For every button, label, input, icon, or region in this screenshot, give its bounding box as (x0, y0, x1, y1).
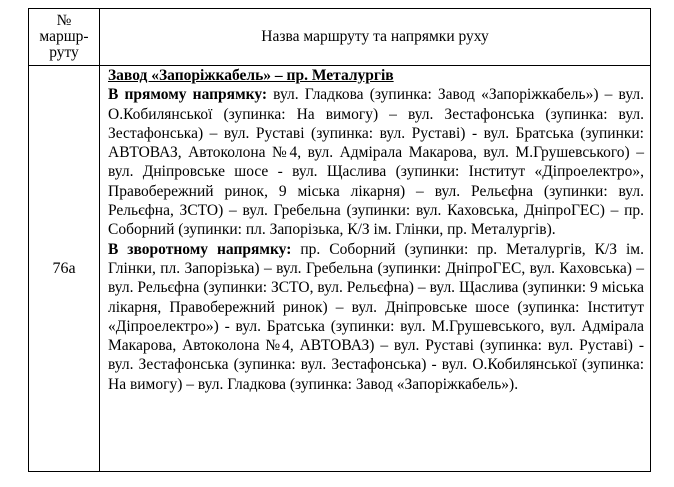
forward-direction-text: вул. Гладкова (зупинка: Завод «Запоріжкабель») – вул. О.Кобилянської (зупинка: На вимогу) – вул. Зестафонська (зупинка: вул. Зестафонська) – вул. Руставі (зупинка: вул. Руставі) - вул. Братська (зупинки: АВТОВАЗ, Автоколона №4, вул. Адмірала Макарова, вул. М.Грушевського) – вул. Дніпровське шосе - вул. Щаслива (зупинки: Інститут «Діпроелектро», Правобережний ринок, 9 міська лікарня) – вул. Рельєфна (зупинки: вул. Рельєфна, ЗСТО) – вул. Гребельна (зупинки: вул. Каховська, ДніпроГЕС) – пр. Соборний (зупинки: пл. Запорізька, К/З ім. Глінки, пр. Металургів). (108, 86, 645, 239)
reverse-direction-label: В зворотному напрямку: (108, 240, 292, 258)
forward-direction-label: В прямому напрямку: (108, 86, 268, 104)
route-number-cell: 76а (29, 66, 100, 472)
header-route-number-line: маршр- (39, 28, 89, 45)
route-title: Завод «Запоріжкабель» – пр. Металургів (108, 67, 394, 84)
reverse-direction-text: пр. Соборний (зупинки: пр. Металургів, К/З ім. Глінки, пл. Запорізька) – вул. Гребельна (зупинки: ДніпроГЕС, вул. Каховська) – вул. Рельєфна (зупинки: ЗСТО, вул. Рельєфна) – вул. Щаслива (зупинки: 9 міська лікарня, Правобережний ринок) – вул. Дніпровське шосе (зупинка: Інститут «Діпроелектро») - вул. Братська (зупинки: вул. М.Грушевського, вул. Адмірала Макарова, Автоколона №4, АВТОВАЗ) – вул. Руставі (зупинка: вул. Руставі) - вул. Зестафонська (зупинка: вул. Зестафонська) - вул. О.Кобилянської (зупинка: На вимогу) – вул. Гладкова (зупинка: Завод «Запоріжкабель»). (108, 240, 644, 393)
route-description-cell (100, 66, 651, 472)
reverse-direction (108, 240, 644, 394)
header-route-number-line: руту (49, 44, 79, 61)
table-row (29, 66, 651, 472)
route-table (28, 8, 651, 472)
table-header-row (29, 9, 651, 66)
header-route-number (29, 9, 100, 66)
header-route-name: Назва маршруту та напрямки руху (100, 9, 651, 66)
forward-direction (108, 85, 644, 239)
header-route-number-line: № (56, 12, 72, 29)
